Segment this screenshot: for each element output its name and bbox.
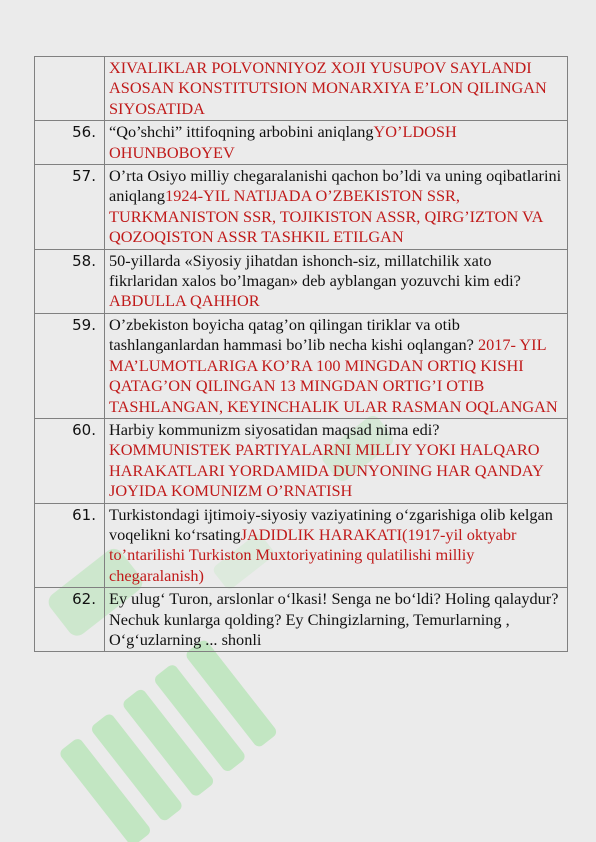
table-row (35, 165, 568, 250)
row-number: 56. (35, 121, 105, 165)
table-row (35, 121, 568, 165)
row-content (105, 418, 568, 503)
question-text: O’zbekiston boyicha qatag’on qilingan tiriklar va otib tashlanganlardan hammasi bo’lib necha kishi oqlangan? (109, 314, 478, 355)
row-number (35, 57, 105, 121)
question-text: 50-yillarda «Siyosiy jihatdan ishonch-siz, millatchilik xato fikrlaridan xalos bo’lmagan» deb ayblangan yozuvchi kim edi? (109, 250, 521, 291)
question-text: Turkistondagi ijtimoiy-siyosiy vaziyatining o‘zgarishiga olib kelgan voqelikni ko‘rsating (109, 504, 553, 544)
row-content (105, 121, 568, 165)
qa-table (34, 56, 568, 652)
answer-text: JADIDLIK HARAKATI(1917-yil oktyabr to’ntarilishi Turkiston Muxtoriyatining qulatilishi milliy chegaralanish) (109, 524, 517, 585)
question-text: Ey ulug‘ Turon, arslonlar o‘lkasi! Senga ne bo‘ldi? Holing qalaydur? Nechuk kunlarga qolding? Ey Chingizlarning, Temurlarning , O‘g‘uzlarning ... shonli (109, 589, 559, 649)
row-content (105, 57, 568, 121)
row-content (105, 313, 568, 418)
answer-text: 2017- YIL MA’LUMOTLARIGA KO’RA 100 MINGDAN ORTIQ KISHI QATAG’ON QILINGAN 13 MINGDAN ORTIG’I OTIB TASHLANGAN, KEYINCHALIK ULAR RASMAN OQLANGAN (109, 335, 558, 416)
row-number: 57. (35, 165, 105, 250)
row-content (105, 588, 568, 652)
table-row (35, 57, 568, 121)
row-number: 62. (35, 588, 105, 652)
row-number: 60. (35, 418, 105, 503)
question-text: Harbiy kommunizm siyosatidan maqsad nima edi? (109, 419, 440, 439)
row-content (105, 249, 568, 313)
question-text: O’rta Osiyo milliy chegaralanishi qachon bo’ldi va uning oqibatlarini aniqlang (109, 166, 562, 206)
row-number: 61. (35, 503, 105, 588)
row-content (105, 165, 568, 250)
table-row (35, 249, 568, 313)
answer-text: XIVALIKLAR POLVONNIYOZ XOJI YUSUPOV SAYLANDI ASOSAN KONSTITUTSION MONARXIYA E’LON QILINGAN SIYOSATIDA (109, 58, 547, 118)
row-number: 58. (35, 249, 105, 313)
answer-text: KOMMUNISTEK PARTIYALARNI MILLIY YOKI HALQARO HARAKATLARI YORDAMIDA DUNYONING HAR QANDAY JOYIDA KOMUNIZM O’RNATISH (109, 440, 544, 501)
table-row (35, 313, 568, 418)
answer-text: 1924-YIL NATIJADA O’ZBEKISTON SSR, TURKMANISTON SSR, TOJIKISTON ASSR, QIRG’IZTON VA QOZOQISTON ASSR TASHKIL ETILGAN (109, 186, 543, 247)
answer-text: YO’LDOSH OHUNBOBOYEV (109, 122, 457, 162)
table-row (35, 503, 568, 588)
answer-text: ABDULLA QAHHOR (109, 291, 260, 311)
question-text: “Qo’shchi” ittifoqning arbobini aniqlang (109, 122, 374, 142)
table-row (35, 418, 568, 503)
row-content (105, 503, 568, 588)
row-number: 59. (35, 313, 105, 418)
table-row (35, 588, 568, 652)
